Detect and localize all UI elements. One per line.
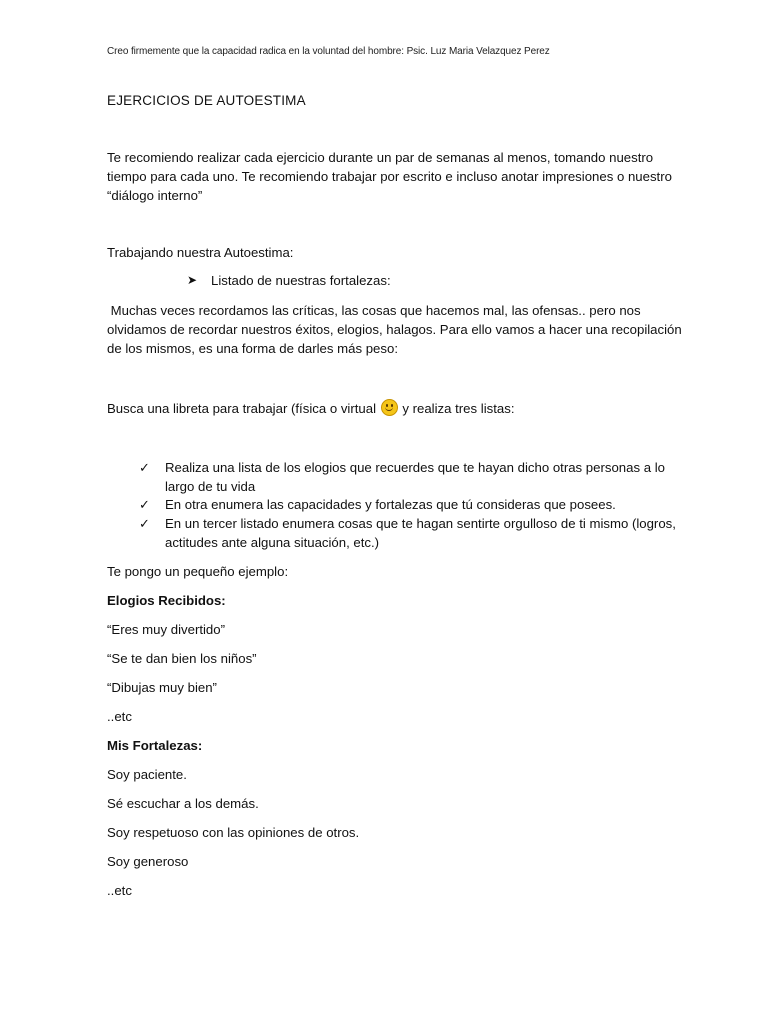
smiley-emoji-icon [381, 399, 398, 416]
compliment-item: “Dibujas muy bien” [107, 680, 217, 695]
document-title: EJERCICIOS DE AUTOESTIMA [107, 93, 306, 108]
paragraph-line: Muchas veces recordamos las críticas, las cosas que hacemos mal, las ofensas.. pero nos [107, 303, 641, 318]
checklist-item-line: largo de tu vida [165, 479, 256, 494]
checkmark-icon: ✓ [139, 516, 150, 531]
checklist-item [165, 514, 676, 552]
paragraph-line: de los mismos, es una forma de darles más peso: [107, 341, 398, 356]
intro-line: Te recomiendo realizar cada ejercicio durante un par de semanas al menos, tomando nuestro [107, 150, 654, 165]
compliment-item: “Se te dan bien los niños” [107, 651, 257, 666]
checklist-item [165, 495, 616, 514]
strength-item: Soy respetuoso con las opiniones de otros. [107, 825, 360, 840]
compliments-heading: Elogios Recibidos: [107, 593, 226, 608]
compliment-item: “Eres muy divertido” [107, 622, 225, 637]
intro-line: tiempo para cada uno. Te recomiendo trabajar por escrito e incluso anotar impresiones o nuestro [107, 169, 672, 184]
strength-item: Soy generoso [107, 854, 189, 869]
checklist-item-line: En otra enumera las capacidades y fortalezas que tú consideras que posees. [165, 497, 616, 512]
paragraph-line: olvidamos de recordar nuestros éxitos, elogios, halagos. Para ello vamos a hacer una recopilación [107, 322, 682, 337]
strength-item: Soy paciente. [107, 767, 187, 782]
strengths-heading: Mis Fortalezas: [107, 738, 203, 753]
compliment-item: ..etc [107, 709, 132, 724]
notebook-text-before: Busca una libreta para trabajar (física o virtual [107, 401, 380, 416]
section-heading: Trabajando nuestra Autoestima: [107, 245, 294, 260]
notebook-instruction [107, 399, 514, 418]
checklist-item-line: actitudes ante alguna situación, etc.) [165, 535, 380, 550]
arrow-item: Listado de nuestras fortalezas: [211, 273, 391, 288]
checkmark-icon: ✓ [139, 460, 150, 475]
notebook-text-after: y realiza tres listas: [398, 401, 515, 416]
intro-line: “diálogo interno” [107, 188, 203, 203]
strength-item: Sé escuchar a los demás. [107, 796, 259, 811]
checklist-item-line: Realiza una lista de los elogios que recuerdes que te hayan dicho otras personas a lo [165, 460, 665, 475]
checklist-item-line: En un tercer listado enumera cosas que te hagan sentirte orgulloso de ti mismo (logros, [165, 516, 676, 531]
strength-item: ..etc [107, 883, 132, 898]
intro-paragraph [107, 148, 672, 205]
checkmark-icon: ✓ [139, 497, 150, 512]
example-intro: Te pongo un pequeño ejemplo: [107, 564, 289, 579]
checklist-item [165, 458, 665, 496]
arrow-bullet-icon: ➤ [187, 273, 198, 287]
header-quote: Creo firmemente que la capacidad radica en la voluntad del hombre: Psic. Luz Maria Velazquez Perez [107, 46, 550, 57]
strengths-paragraph [107, 301, 682, 358]
